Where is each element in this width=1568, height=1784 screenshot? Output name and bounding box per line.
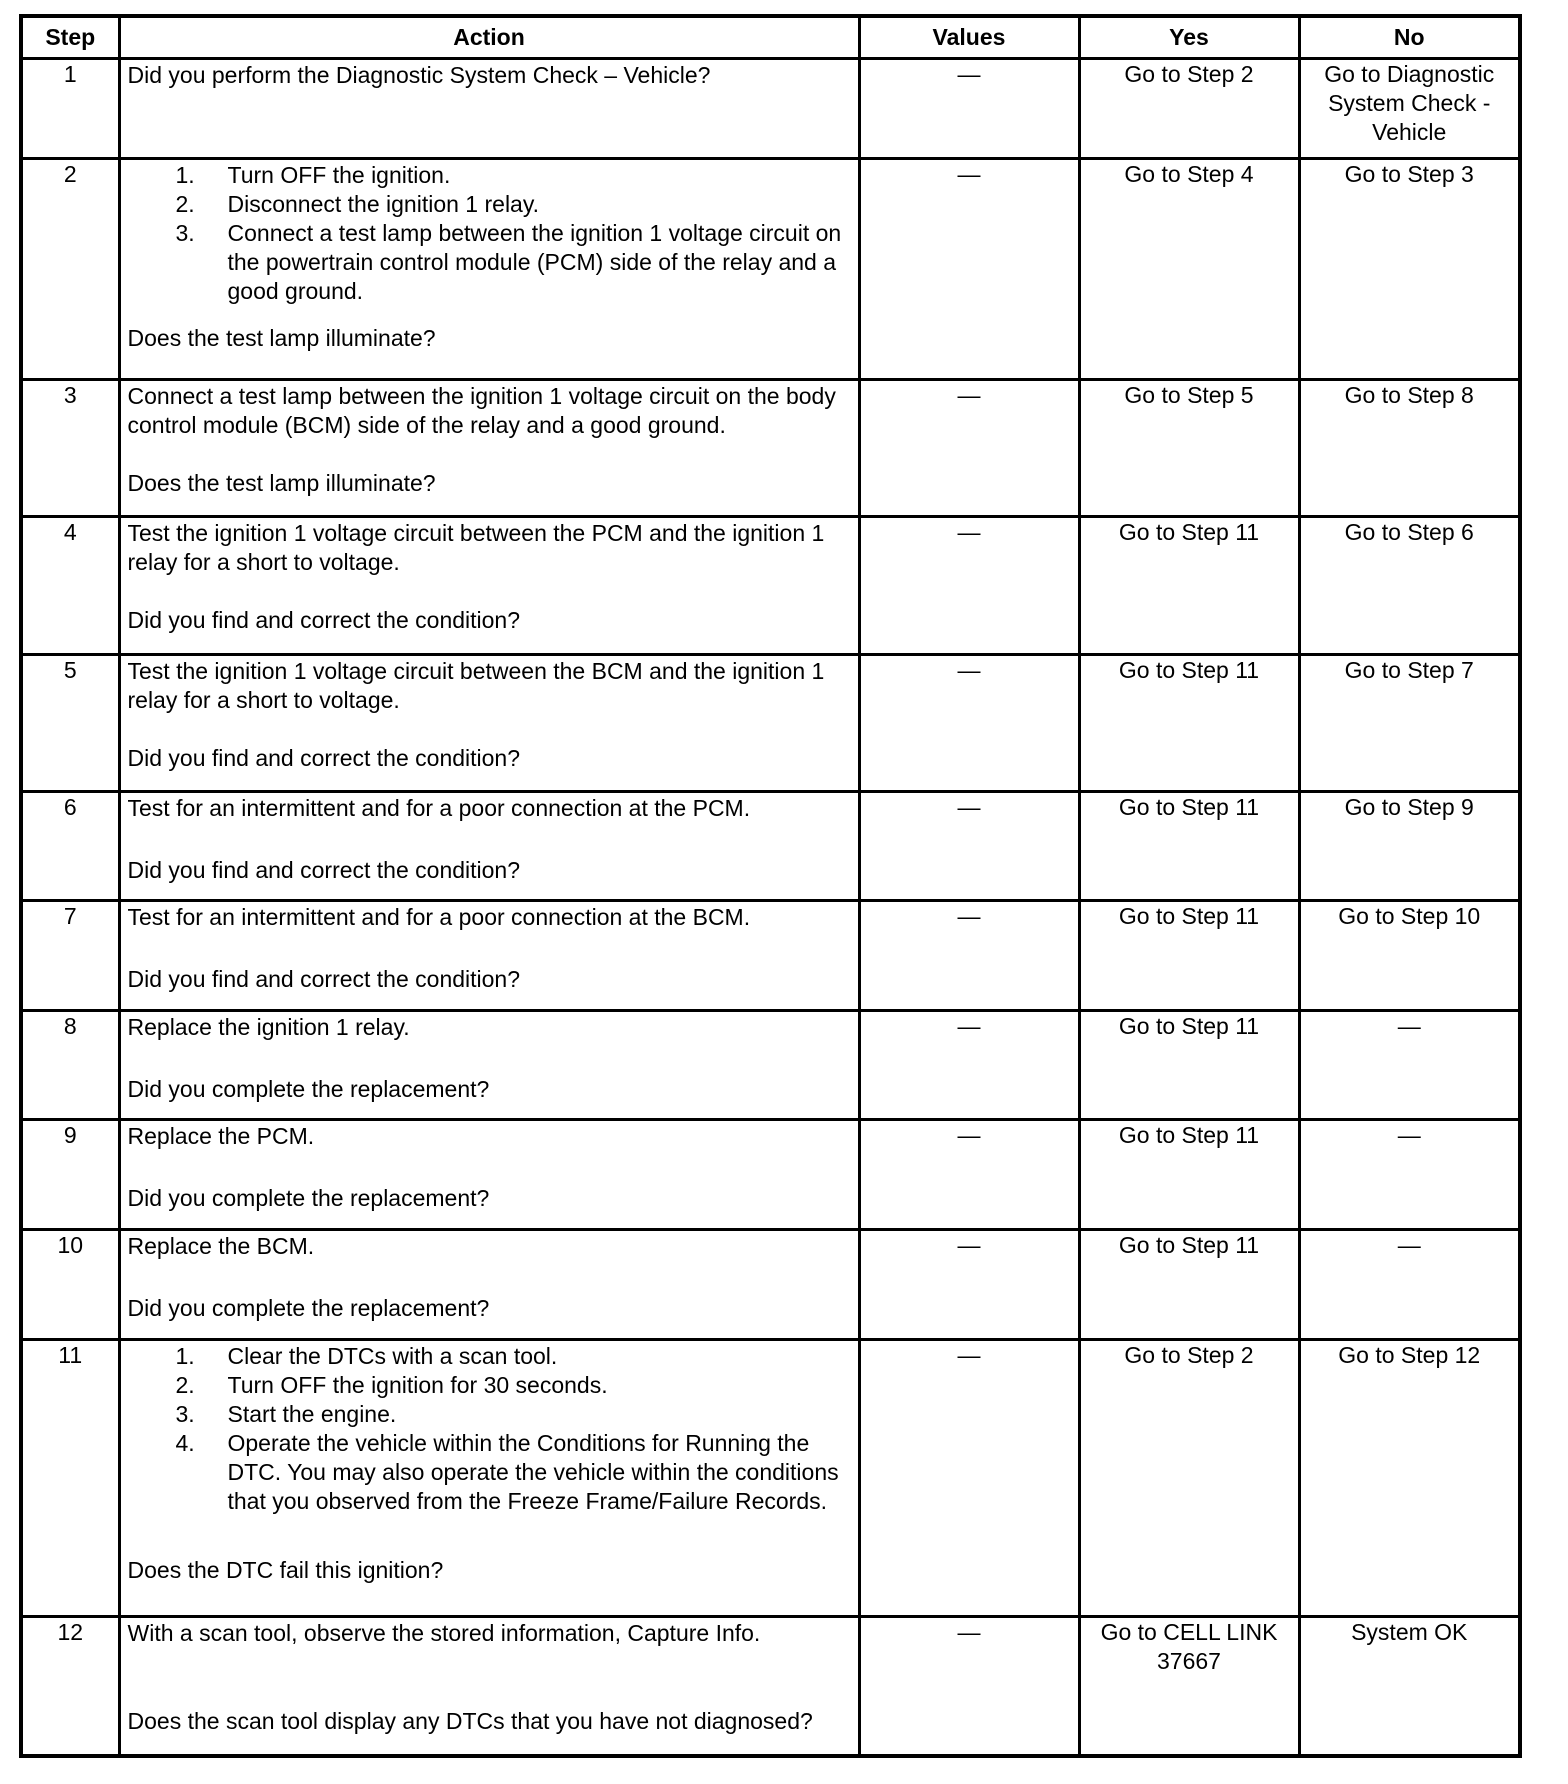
action-content <box>121 160 858 354</box>
action-cell <box>119 158 859 379</box>
table-row <box>21 1339 1520 1617</box>
action-step-number: 2. <box>175 1371 195 1398</box>
values-cell: — <box>859 1120 1079 1230</box>
action-step-number: 3. <box>175 1400 195 1427</box>
yes-result: Go to Step 11 <box>1079 791 1299 901</box>
action-step-item <box>176 1342 852 1371</box>
action-top <box>128 61 852 90</box>
action-top <box>128 1122 852 1151</box>
table-row <box>21 1120 1520 1230</box>
action-cell <box>119 1010 859 1120</box>
values-cell: — <box>859 791 1079 901</box>
action-instruction: Replace the ignition 1 relay. <box>127 1013 410 1040</box>
action-top <box>128 161 852 306</box>
action-instruction: Replace the PCM. <box>127 1123 315 1150</box>
action-step-number: 3. <box>175 219 195 246</box>
action-cell <box>119 380 859 517</box>
yes-result: Go to Step 2 <box>1079 1339 1299 1617</box>
values-cell: — <box>859 654 1079 791</box>
action-step-text: Start the engine. <box>227 1400 397 1427</box>
action-question: Does the DTC fail this ignition? <box>127 1556 444 1583</box>
table-row <box>21 59 1520 159</box>
yes-result: Go to Step 11 <box>1079 901 1299 1011</box>
action-instruction: Did you perform the Diagnostic System Check – Vehicle? <box>127 62 711 88</box>
no-result: Go to Step 12 <box>1299 1339 1520 1617</box>
table-row <box>21 1617 1520 1756</box>
action-content <box>121 1231 858 1324</box>
action-step-list <box>128 1342 852 1516</box>
table-row <box>21 517 1520 654</box>
action-step-number: 2. <box>175 190 195 217</box>
table-row <box>21 791 1520 901</box>
table-row <box>21 654 1520 791</box>
no-result: Go to Step 7 <box>1299 654 1520 791</box>
diagnostic-table <box>19 14 1522 1758</box>
action-step-text: Operate the vehicle within the Conditions for Running the DTC. You may also operate the vehicle within the conditions that you observed from the Freeze Frame/Failure Records. <box>227 1429 839 1514</box>
action-top <box>128 794 852 823</box>
action-question: Did you find and correct the condition? <box>127 966 521 993</box>
values-cell: — <box>859 517 1079 654</box>
action-cell <box>119 59 859 159</box>
step-number: 10 <box>21 1230 119 1340</box>
no-result: Go to Step 10 <box>1299 901 1520 1011</box>
action-top <box>128 519 852 577</box>
action-content <box>121 60 858 144</box>
action-instruction: Test the ignition 1 voltage circuit between the BCM and the ignition 1 relay for a short to voltage. <box>127 657 825 713</box>
action-step-text: Clear the DTCs with a scan tool. <box>227 1342 558 1369</box>
header-action: Action <box>119 16 859 59</box>
step-number: 9 <box>21 1120 119 1230</box>
action-top <box>128 382 852 440</box>
step-number: 8 <box>21 1010 119 1120</box>
action-top <box>128 1232 852 1261</box>
table-row <box>21 158 1520 379</box>
action-question: Did you find and correct the condition? <box>127 607 521 634</box>
step-number: 6 <box>21 791 119 901</box>
values-cell: — <box>859 380 1079 517</box>
action-content <box>121 902 858 995</box>
action-top <box>128 903 852 932</box>
values-cell: — <box>859 1230 1079 1340</box>
values-cell: — <box>859 158 1079 379</box>
action-cell <box>119 517 859 654</box>
yes-result: Go to Step 11 <box>1079 1230 1299 1340</box>
action-step-number: 1. <box>175 1342 195 1369</box>
header-yes: Yes <box>1079 16 1299 59</box>
table-body <box>21 59 1520 1757</box>
step-number: 3 <box>21 380 119 517</box>
step-number: 5 <box>21 654 119 791</box>
action-question: Did you find and correct the condition? <box>127 856 521 883</box>
action-step-item <box>176 1429 852 1516</box>
action-cell <box>119 901 859 1011</box>
no-result: Go to Step 6 <box>1299 517 1520 654</box>
no-result: — <box>1299 1120 1520 1230</box>
table-row <box>21 380 1520 517</box>
header-step: Step <box>21 16 119 59</box>
action-top <box>128 657 852 715</box>
action-question: Did you complete the replacement? <box>127 1075 490 1102</box>
action-instruction: Test for an intermittent and for a poor connection at the PCM. <box>127 794 751 821</box>
action-step-list <box>128 161 852 306</box>
action-step-item <box>176 190 852 219</box>
action-content <box>121 381 858 499</box>
action-question: Did you complete the replacement? <box>127 1185 490 1212</box>
table-row <box>21 1230 1520 1340</box>
values-cell: — <box>859 1617 1079 1756</box>
step-number: 11 <box>21 1339 119 1617</box>
action-step-text: Connect a test lamp between the ignition 1 voltage circuit on the powertrain control module (PCM) side of the relay and a good ground. <box>227 219 842 304</box>
header-row <box>21 16 1520 59</box>
action-instruction: Connect a test lamp between the ignition 1 voltage circuit on the body control module (BCM) side of the relay and a good ground. <box>127 383 836 438</box>
action-cell <box>119 654 859 791</box>
header-values: Values <box>859 16 1079 59</box>
action-cell <box>119 791 859 901</box>
action-top <box>128 1619 852 1648</box>
yes-result: Go to Step 11 <box>1079 1120 1299 1230</box>
action-question: Did you find and correct the condition? <box>127 744 521 771</box>
yes-result: Go to Step 5 <box>1079 380 1299 517</box>
action-step-item <box>176 1400 852 1429</box>
action-cell <box>119 1617 859 1756</box>
action-step-item <box>176 1371 852 1400</box>
action-content <box>121 1618 858 1737</box>
action-step-text: Turn OFF the ignition for 30 seconds. <box>227 1371 608 1398</box>
yes-result: Go to Step 2 <box>1079 59 1299 159</box>
action-top <box>128 1342 852 1516</box>
step-number: 4 <box>21 517 119 654</box>
yes-result: Go to CELL LINK 37667 <box>1079 1617 1299 1756</box>
no-result: Go to Step 9 <box>1299 791 1520 901</box>
action-content <box>121 793 858 886</box>
no-result: Go to Diagnostic System Check - Vehicle <box>1299 59 1520 159</box>
action-question: Does the scan tool display any DTCs that you have not diagnosed? <box>127 1708 813 1735</box>
table-row <box>21 1010 1520 1120</box>
action-question: Did you complete the replacement? <box>127 1295 490 1322</box>
action-content <box>121 1012 858 1105</box>
no-result: System OK <box>1299 1617 1520 1756</box>
values-cell: — <box>859 59 1079 159</box>
action-step-text: Disconnect the ignition 1 relay. <box>227 190 540 217</box>
no-result: Go to Step 8 <box>1299 380 1520 517</box>
no-result: Go to Step 3 <box>1299 158 1520 379</box>
no-result: — <box>1299 1230 1520 1340</box>
action-instruction: Test for an intermittent and for a poor connection at the BCM. <box>127 904 751 931</box>
step-number: 7 <box>21 901 119 1011</box>
action-instruction: Test the ignition 1 voltage circuit between the PCM and the ignition 1 relay for a short to voltage. <box>127 520 825 576</box>
action-cell <box>119 1120 859 1230</box>
step-number: 1 <box>21 59 119 159</box>
action-step-number: 4. <box>175 1429 195 1456</box>
yes-result: Go to Step 11 <box>1079 1010 1299 1120</box>
action-content <box>121 518 858 636</box>
step-number: 12 <box>21 1617 119 1756</box>
action-content <box>121 656 858 774</box>
values-cell: — <box>859 1339 1079 1617</box>
action-question: Does the test lamp illuminate? <box>127 470 436 496</box>
header-no: No <box>1299 16 1520 59</box>
action-top <box>128 1013 852 1042</box>
yes-result: Go to Step 4 <box>1079 158 1299 379</box>
action-content <box>121 1121 858 1214</box>
action-instruction: With a scan tool, observe the stored information, Capture Info. <box>127 1620 761 1647</box>
no-result: — <box>1299 1010 1520 1120</box>
action-cell <box>119 1339 859 1617</box>
values-cell: — <box>859 901 1079 1011</box>
action-content <box>121 1341 858 1586</box>
yes-result: Go to Step 11 <box>1079 654 1299 791</box>
action-step-item <box>176 219 852 306</box>
yes-result: Go to Step 11 <box>1079 517 1299 654</box>
values-cell: — <box>859 1010 1079 1120</box>
action-step-item <box>176 161 852 190</box>
step-number: 2 <box>21 158 119 379</box>
table-row <box>21 901 1520 1011</box>
action-question: Does the test lamp illuminate? <box>127 324 436 351</box>
action-cell <box>119 1230 859 1340</box>
action-step-number: 1. <box>175 161 195 188</box>
action-step-text: Turn OFF the ignition. <box>227 161 451 188</box>
action-instruction: Replace the BCM. <box>127 1233 315 1260</box>
